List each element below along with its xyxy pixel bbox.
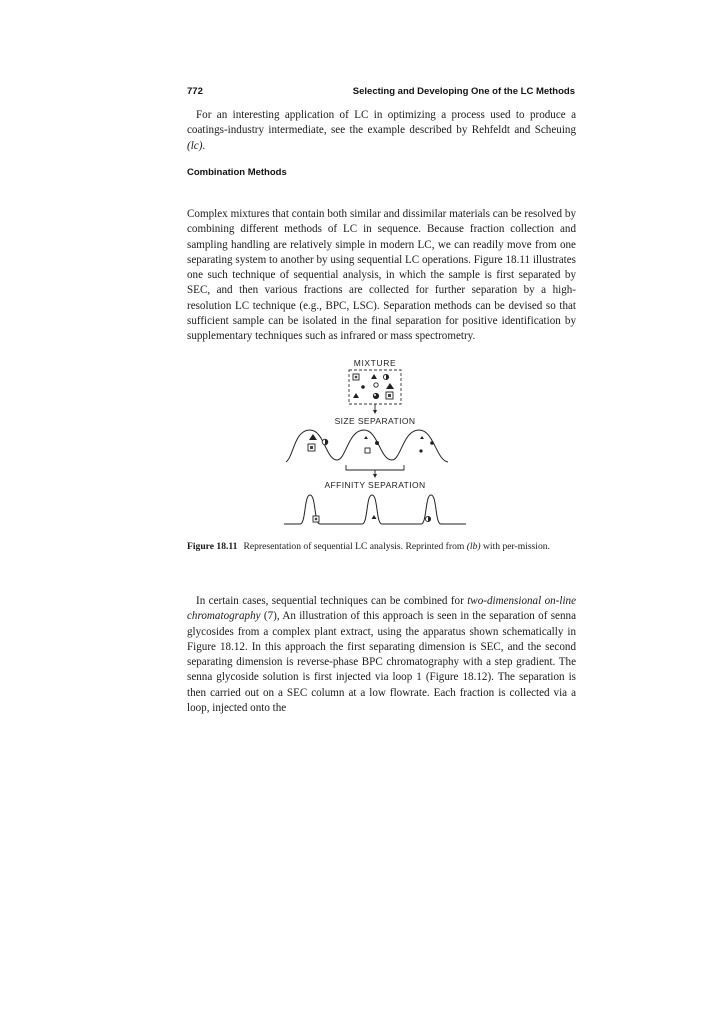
label-mixture: MIXTURE: [353, 358, 397, 368]
paragraph-coatings-text: For an interesting application of LC in optimizing a process used to produce a coatings-industry intermediate, see the example described by Rehfeldt and Scheuing: [187, 109, 576, 137]
section-heading: Combination Methods: [187, 167, 287, 178]
paragraph-coatings-example: [187, 108, 576, 154]
label-size-separation: SIZE SEPARATION: [334, 416, 416, 426]
figure-label: Figure 18.11: [187, 541, 238, 552]
triangle-component-icon: [309, 434, 317, 440]
triangle-component-icon: [353, 393, 359, 398]
paragraph-two-dimensional: [187, 594, 576, 716]
mixture-components: [353, 374, 394, 399]
paragraph-two-dimensional-rest: (7), An illustration of this approach is seen in the separation of senna glycosides from a complex plant extract, using the apparatus shown schematically in Figure 18.12. In this approach the first separating dimension is SEC, and the second separating dimension is reverse-phase BPC chromatography with a step gradient. The senna glycoside solution is first injected via loop 1 (Figure 18.12). The separation is then carried out on a SEC column at a low flowrate. Each fraction is collected via a loop, injected onto the: [187, 610, 576, 715]
caption-text-end: with per-mission.: [480, 541, 550, 552]
triangle-component-icon: [420, 436, 424, 439]
affinity-separation-chromatogram: [284, 495, 466, 524]
diagram-svg: [280, 356, 470, 534]
triangle-component-icon: [372, 515, 377, 519]
running-header: [187, 86, 575, 100]
term-two-dimensional: two-dimensional on-line chromatography: [187, 595, 577, 623]
caption-text: Representation of sequential LC analysis. Reprinted from: [243, 541, 467, 552]
figure-sequential-lc-diagram: [280, 356, 470, 534]
figure-caption: [187, 541, 576, 554]
running-title: Selecting and Developing One of the LC Methods: [352, 86, 575, 97]
fraction-collection-bracket: [346, 465, 404, 470]
paragraph-coatings-end: .: [202, 139, 206, 152]
reference-lc: (lc): [187, 139, 203, 152]
paragraph-two-dimensional-text: In certain cases, sequential techniques can be combined for: [196, 595, 468, 607]
triangle-component-icon: [364, 436, 368, 439]
triangle-component-icon: [371, 374, 377, 379]
triangle-component-icon: [386, 383, 394, 389]
dot-component-icon: [361, 385, 365, 389]
page-number: 772: [187, 86, 203, 97]
ring-component-icon: [374, 383, 378, 387]
paragraph-combination-methods: Complex mixtures that contain both similar and dissimilar materials can be resolved by combining different methods of LC in sequence. Because fraction collection and sampling handling are relatively simple in modern LC, we can readily move from one separating system to another by using sequential LC operations. Figure 18.11 illustrates one such technique of sequential analysis, in which the sample is first separated by SEC, and then various fractions are collected for further separation by a high-resolution LC technique (e.g., BPC, LSC). Separation methods can be devised so that sufficient sample can be isolated in the final separation for positive identification by supplementary techniques such as infrared or mass spectrometry.: [187, 208, 576, 343]
dot-component-icon: [430, 441, 434, 445]
label-affinity-separation: AFFINITY SEPARATION: [324, 480, 426, 490]
square-component-icon: [365, 448, 370, 453]
caption-reference: (lb): [466, 541, 481, 552]
dot-component-icon: [419, 449, 422, 452]
dot-component-icon: [375, 441, 379, 445]
filled-circle-component-icon: [373, 393, 379, 399]
